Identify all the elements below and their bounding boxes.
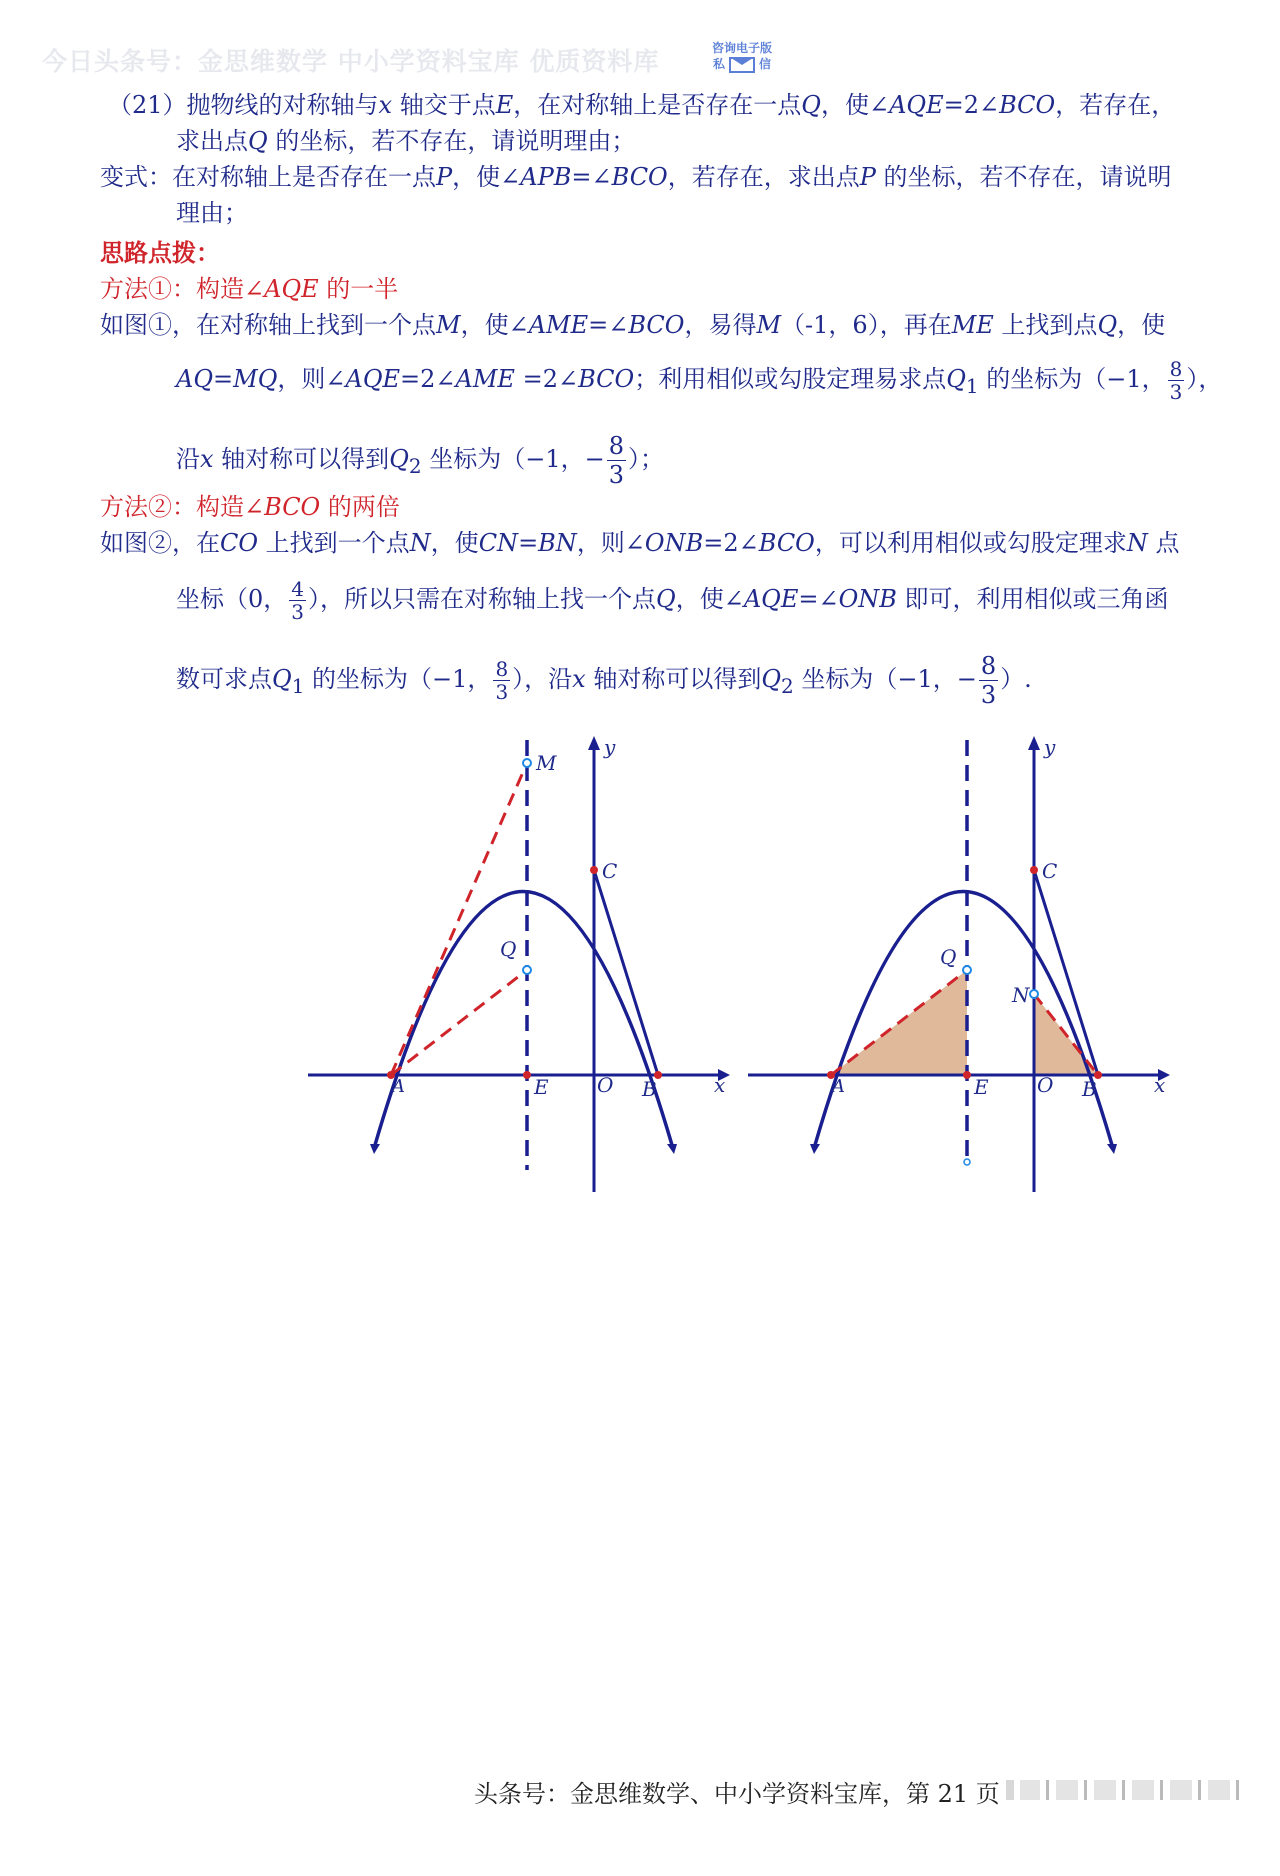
label-x: x	[1154, 1073, 1166, 1097]
point-e	[523, 1071, 531, 1079]
watermark-text: 今日头条号：金思维数学 中小学资料宝库 优质资料库	[42, 47, 660, 76]
arrowhead	[810, 1144, 820, 1154]
arrowhead	[1107, 1144, 1117, 1154]
label-q: Q	[940, 945, 957, 969]
label-e: E	[534, 1075, 549, 1099]
method1-title: 方法①：构造∠AQE 的一半	[100, 275, 399, 303]
label-x: x	[714, 1073, 726, 1097]
problem-line-1: （21）抛物线的对称轴与x 轴交于点E，在对称轴上是否存在一点Q，使∠AQE=2∠BCO，若存在，	[108, 91, 1176, 119]
label-m: M	[536, 751, 557, 775]
badge-char-1: 私	[712, 57, 725, 71]
problem-line-2: 求出点Q 的坐标，若不存在，请说明理由；	[176, 127, 636, 155]
label-n: N	[1012, 983, 1030, 1007]
figure-2	[740, 730, 1180, 1200]
label-c: C	[602, 859, 618, 883]
method2-line-3: 数可求点$Q_1$ 的坐标为（−1， $\frac{8}{3}$ ），沿x 轴对称可以得到$Q_2$ 坐标为（−1，− $\frac{8}{3}$ ）.	[176, 652, 1032, 709]
label-b: B	[642, 1077, 657, 1101]
point-c	[1030, 866, 1038, 874]
badge-char-2: 信	[759, 57, 772, 71]
point-e	[963, 1071, 971, 1079]
fraction: $\frac{8}{3}$	[980, 652, 997, 709]
label-b: B	[1082, 1077, 1097, 1101]
decorative-bars-icon	[1006, 1774, 1256, 1804]
method1-line-3: 沿x 轴对称可以得到$Q_2$ 坐标为（−1，− $\frac{8}{3}$ ）；	[176, 432, 665, 489]
label-y: y	[1044, 735, 1056, 759]
label-q: Q	[500, 937, 517, 961]
label-c: C	[1042, 859, 1058, 883]
arrowhead	[370, 1144, 380, 1154]
method2-title: 方法②：构造∠BCO 的两倍	[100, 493, 400, 521]
label-o: O	[597, 1073, 614, 1097]
method1-line-1: 如图①，在对称轴上找到一个点M，使∠AME=∠BCO，易得M（-1，6），再在ME 上找到点Q，使	[100, 311, 1166, 339]
label-o: O	[1037, 1073, 1054, 1097]
variant-line-1: 变式：在对称轴上是否存在一点P，使∠APB=∠BCO，若存在，求出点P 的坐标，若不存在，请说明	[100, 163, 1172, 191]
parabola-curve	[375, 892, 672, 1146]
point-q	[963, 966, 971, 974]
badge-line1: 咨询电子版	[711, 41, 772, 55]
page-footer: 头条号：金思维数学、中小学资料宝库，第 21 页	[474, 1780, 1000, 1808]
line-aq	[391, 970, 527, 1075]
axis-end-point	[964, 1159, 970, 1165]
label-e: E	[974, 1075, 989, 1099]
fraction: $\frac{8}{3}$	[1169, 357, 1183, 404]
line-am	[391, 763, 527, 1075]
point-n	[1030, 990, 1038, 998]
figure-1	[300, 730, 740, 1200]
arrowhead	[667, 1144, 677, 1154]
fraction: $\frac{4}{3}$	[291, 577, 305, 624]
hint-title: 思路点拨：	[100, 238, 220, 267]
envelope-icon	[729, 57, 755, 73]
fraction: $\frac{8}{3}$	[608, 432, 625, 489]
point-q	[523, 966, 531, 974]
y-axis-arrow-icon	[588, 736, 600, 750]
variant-line-2: 理由；	[176, 199, 248, 227]
label-y: y	[604, 735, 616, 759]
fraction: $\frac{8}{3}$	[495, 657, 509, 704]
point-c	[590, 866, 598, 874]
y-axis-arrow-icon	[1028, 736, 1040, 750]
watermark-badge	[706, 40, 778, 76]
label-a: A	[832, 1076, 845, 1097]
method1-line-2: AQ=MQ，则∠AQE=2∠AME =2∠BCO；利用相似或勾股定理易求点$Q_1$ 的坐标为（−1， $\frac{8}{3}$ ），	[176, 357, 1223, 404]
line-bc	[594, 870, 658, 1075]
method2-line-1: 如图②，在CO 上找到一个点N，使CN=BN，则∠ONB=2∠BCO，可以利用相似或勾股定理求N 点	[100, 529, 1180, 557]
method2-line-2: 坐标（0， $\frac{4}{3}$ ），所以只需在对称轴上找一个点Q，使∠AQE=∠ONB 即可，利用相似或三角函	[176, 577, 1169, 624]
point-m	[523, 759, 531, 767]
label-a: A	[392, 1076, 405, 1097]
